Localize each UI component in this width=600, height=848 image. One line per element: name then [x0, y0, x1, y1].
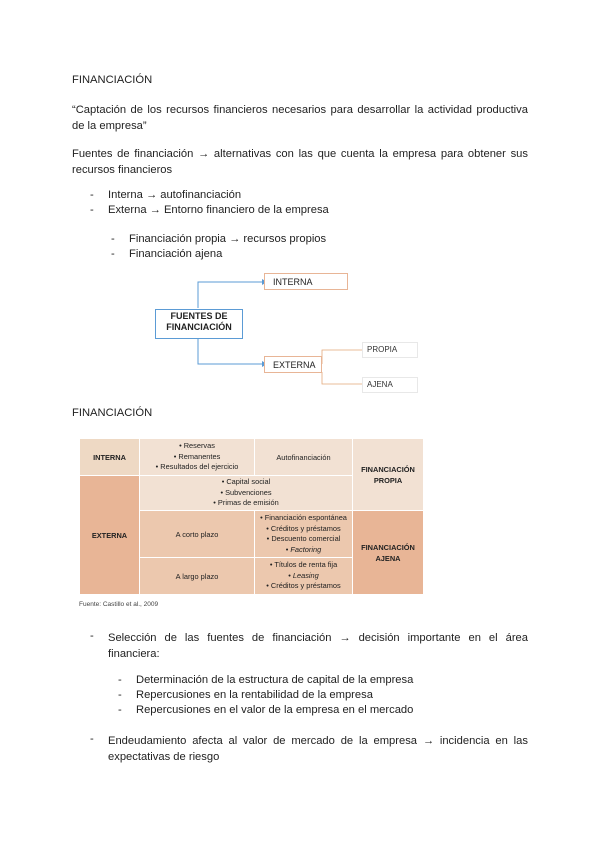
cell-financiacion-propia — [353, 439, 424, 511]
connector-externa — [198, 337, 262, 364]
list-item — [90, 630, 528, 662]
list-bullet: - — [90, 630, 94, 642]
dot-icon: • — [221, 477, 225, 487]
list-bullet: - — [111, 233, 115, 245]
list-item-text: Externa → Entorno financiero de la empresa — [108, 204, 329, 216]
dot-icon: • — [285, 544, 289, 554]
diagram-propia-label: PROPIA — [362, 342, 418, 358]
list-item — [118, 674, 518, 689]
cell-interna-items — [140, 439, 255, 476]
diagram-externa-box — [264, 356, 322, 373]
item: Títulos de renta fija — [274, 560, 338, 570]
connector-ajena — [322, 372, 362, 384]
item: Resultados del ejercicio — [160, 462, 239, 472]
dot-icon: • — [266, 581, 269, 591]
list-item — [90, 733, 528, 765]
fuentes-diagram — [150, 268, 420, 394]
financiacion-table — [79, 438, 424, 595]
list-item-text: Repercusiones en el valor de la empresa en el mercado — [136, 704, 414, 716]
diagram-ajena-label: AJENA — [362, 377, 418, 393]
list-subitems — [118, 674, 518, 719]
diagram-externa-label: EXTERNA — [273, 360, 316, 370]
cell-corto-plazo: A corto plazo — [140, 511, 255, 558]
list-item-text: Selección de las fuentes de financiación → decisión importante en el área financiera: — [108, 632, 528, 660]
list-bullet: - — [118, 689, 122, 701]
dot-icon: • — [288, 570, 291, 580]
item: Leasing — [292, 570, 319, 580]
list-bullet: - — [118, 674, 122, 686]
connector-interna — [198, 282, 262, 308]
list-item — [111, 248, 511, 263]
list-item-text: Endeudamiento afecta al valor de mercado de la empresa → incidencia en las expectativas de riesgo — [108, 735, 528, 763]
dot-icon: • — [213, 498, 216, 508]
cell-externa-items — [140, 476, 353, 511]
cell-autofinanciacion: Autofinanciación — [255, 439, 353, 476]
list-endeudamiento — [90, 733, 528, 765]
list-item-text: Financiación propia → recursos propios — [129, 233, 327, 245]
item: Remanentes — [178, 451, 221, 461]
list-item-text: Financiación ajena — [129, 248, 223, 260]
list-seleccion — [90, 630, 528, 662]
list-bullet: - — [90, 204, 94, 216]
dot-icon: • — [179, 441, 182, 451]
cell-corto-items — [255, 511, 353, 558]
diagram-main-label: FUENTES DE FINANCIACIÓN — [166, 311, 232, 332]
dot-icon: • — [266, 523, 269, 533]
list-item — [90, 204, 490, 219]
dot-icon: • — [269, 560, 273, 570]
list-item — [118, 704, 518, 719]
connector-propia — [322, 350, 362, 364]
cell-largo-items — [255, 558, 353, 595]
list-item-text: Determinación de la estructura de capital de la empresa — [136, 674, 414, 686]
diagram-interna-box — [264, 273, 348, 290]
financiacion-propia-label: FINANCIACIÓN PROPIA — [361, 464, 415, 485]
item: Subvenciones — [225, 487, 272, 497]
dot-icon: • — [173, 451, 177, 461]
item: Reservas — [183, 441, 215, 451]
dot-icon: • — [260, 513, 263, 522]
list-item — [90, 189, 490, 204]
list-bullet: - — [118, 704, 122, 716]
list-propia-ajena — [111, 233, 511, 263]
item: Primas de emisión — [217, 498, 279, 508]
dot-icon: • — [155, 462, 159, 472]
list-item — [111, 233, 511, 248]
definition-quote: “Captación de los recursos financieros necesarios para desarrollar la actividad productiva de la empresa” — [72, 104, 528, 132]
fuentes-paragraph: Fuentes de financiación → alternativas con las que cuenta la empresa para obtener sus recursos financieros — [72, 148, 528, 176]
cell-largo-plazo: A largo plazo — [140, 558, 255, 595]
list-bullet: - — [111, 248, 115, 260]
cell-externa: EXTERNA — [80, 476, 140, 595]
item: Financiación espontánea — [264, 513, 347, 522]
list-item-text: Interna → autofinanciación — [108, 189, 242, 201]
heading-financiacion: FINANCIACIÓN — [72, 74, 153, 86]
item: Factoring — [290, 544, 322, 554]
heading-financiacion-2: FINANCIACIÓN — [72, 407, 153, 419]
cell-interna: INTERNA — [80, 439, 140, 476]
item: Descuento comercial — [271, 534, 341, 543]
dot-icon: • — [220, 487, 224, 497]
list-item — [118, 689, 518, 704]
list-bullet: - — [90, 733, 94, 745]
item: Créditos y préstamos — [270, 581, 341, 591]
cell-financiacion-ajena — [353, 511, 424, 595]
table-source: Fuente: Castillo et al., 2009 — [79, 601, 159, 608]
list-bullet: - — [90, 189, 94, 201]
dot-icon: • — [266, 534, 270, 543]
diagram-interna-label: INTERNA — [273, 277, 313, 287]
list-interna-externa — [90, 189, 490, 219]
diagram-main-box — [155, 309, 243, 339]
financiacion-ajena-label: FINANCIACIÓN AJENA — [361, 542, 415, 563]
item: Capital social — [226, 477, 271, 487]
item: Créditos y préstamos — [270, 523, 341, 533]
table-row — [80, 439, 424, 476]
list-item-text: Repercusiones en la rentabilidad de la empresa — [136, 689, 373, 701]
